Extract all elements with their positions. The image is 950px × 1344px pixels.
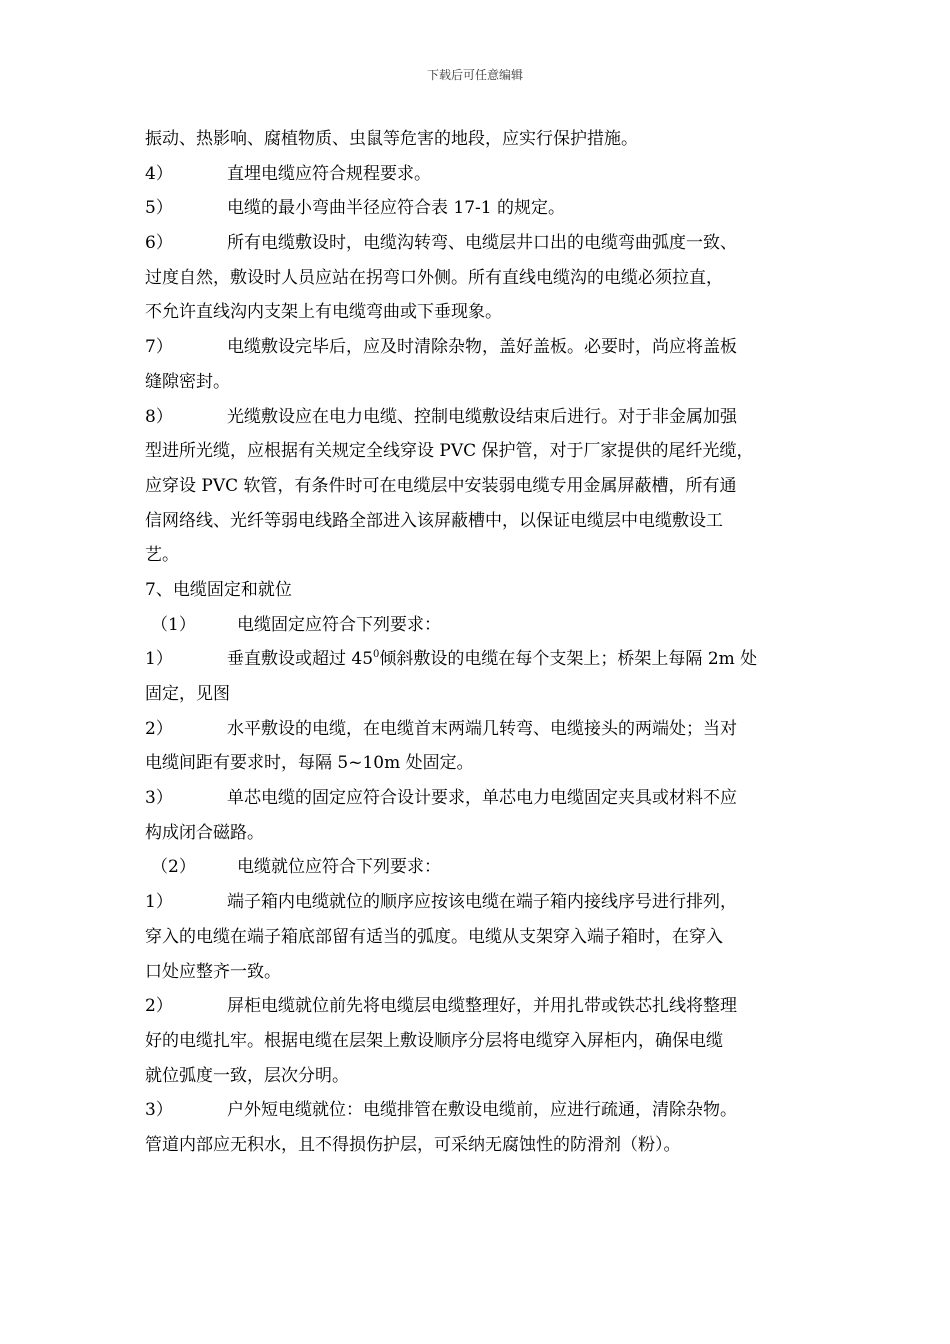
line-text: 振动、热影响、腐植物质、虫鼠等危害的地段，应实行保护措施。: [145, 129, 638, 149]
item-number: 4）: [145, 163, 173, 184]
item-number: 6）: [145, 233, 173, 254]
line-text: 光缆敷设应在电力电缆、控制电缆敷设结束后进行。对于非金属加强: [227, 406, 737, 427]
list-item: [145, 226, 810, 261]
item-number: （1）: [151, 614, 196, 635]
line-text: 艺。: [145, 545, 179, 566]
list-item: [145, 157, 810, 192]
line-text: 应穿设 PVC 软管，有条件时可在电缆层中安装弱电缆专用金属屏蔽槽，所有通: [145, 475, 737, 496]
list-item: [145, 191, 810, 226]
text-line: [145, 122, 810, 157]
line-text: 直埋电缆应符合规程要求。: [227, 163, 431, 184]
line-text: 电缆固定应符合下列要求：: [237, 614, 441, 635]
line-text: 就位弧度一致，层次分明。: [145, 1065, 349, 1086]
subsection-heading: [145, 608, 810, 643]
text-line: [145, 1059, 810, 1094]
line-text: 屏柜电缆就位前先将电缆层电缆整理好，并用扎带或铁芯扎线将整理: [227, 996, 737, 1017]
degree-superscript: 0: [373, 649, 380, 661]
line-text: 电缆的最小弯曲半径应符合表 17-1 的规定。: [227, 198, 565, 219]
line-text: 端子箱内电缆就位的顺序应按该电缆在端子箱内接线序号进行排列，: [227, 892, 737, 913]
list-item: [145, 330, 810, 365]
item-number: 2）: [145, 718, 173, 739]
line-text: 型进所光缆，应根据有关规定全线穿设 PVC 保护管，对于厂家提供的尾纤光缆，: [145, 441, 754, 462]
line-text: 电缆就位应符合下列要求：: [237, 857, 441, 878]
list-item: [145, 712, 810, 747]
line-text: 过度自然，敷设时人员应站在拐弯口外侧。所有直线电缆沟的电缆必须拉直，: [145, 267, 723, 288]
line-text: 所有电缆敷设时，电缆沟转弯、电缆层井口出的电缆弯曲弧度一致、: [227, 233, 737, 254]
list-item: [145, 1093, 810, 1128]
text-line: [145, 816, 810, 851]
line-text: 不允许直线沟内支架上有电缆弯曲或下垂现象。: [145, 302, 502, 323]
line-text: 缝隙密封。: [145, 371, 230, 392]
page-header: 下载后可任意编辑: [426, 68, 523, 82]
text-line: [145, 504, 810, 539]
text-line: [145, 746, 810, 781]
list-item: [145, 642, 810, 677]
item-number: 8）: [145, 406, 173, 427]
list-item: [145, 885, 810, 920]
line-text: 构成闭合磁路。: [145, 822, 264, 843]
text-line: [145, 955, 810, 990]
item-number: 5）: [145, 198, 173, 219]
line-text: 7、电缆固定和就位: [145, 579, 292, 600]
line-text: 管道内部应无积水，且不得损伤护层，可采纳无腐蚀性的防滑剂（粉）。: [145, 1134, 681, 1155]
text-line: [145, 1128, 810, 1163]
document-body: [145, 122, 810, 1163]
line-text: 固定，见图: [145, 684, 230, 704]
line-text: 穿入的电缆在端子箱底部留有适当的弧度。电缆从支架穿入端子箱时，在穿入: [145, 926, 723, 947]
item-number: 1）: [145, 892, 173, 913]
text-line: [145, 434, 810, 469]
line-text: 单芯电缆的固定应符合设计要求，单芯电力电缆固定夹具或材料不应: [227, 788, 737, 809]
line-text: 电缆间距有要求时，每隔 5~10m 处固定。: [145, 753, 474, 774]
line-text: 水平敷设的电缆，在电缆首末两端几转弯、电缆接头的两端处；当对: [227, 718, 737, 739]
text-line: [145, 261, 810, 296]
text-line: [145, 295, 810, 330]
line-text: 倾斜敷设的电缆在每个支架上；桥架上每隔 2m 处: [379, 649, 758, 670]
text-line: [145, 1024, 810, 1059]
subsection-heading: [145, 850, 810, 885]
list-item: [145, 781, 810, 816]
line-text: 电缆敷设完毕后，应及时清除杂物，盖好盖板。必要时，尚应将盖板: [227, 337, 737, 358]
line-text: 好的电缆扎牢。根据电缆在层架上敷设顺序分层将电缆穿入屏柜内，确保电缆: [145, 1030, 723, 1051]
item-number: 2）: [145, 996, 173, 1017]
text-line: [145, 920, 810, 955]
item-number: 3）: [145, 788, 173, 809]
text-line: [145, 469, 810, 504]
item-number: 1）: [145, 649, 173, 670]
item-number: 3）: [145, 1100, 173, 1121]
text-line: [145, 365, 810, 400]
section-heading: [145, 573, 810, 608]
item-number: （2）: [151, 857, 196, 878]
line-text: 垂直敷设或超过 45: [227, 649, 374, 670]
text-line: [145, 538, 810, 573]
line-text: 信网络线、光纤等弱电线路全部进入该屏蔽槽中，以保证电缆层中电缆敷设工: [145, 510, 723, 531]
line-text: 户外短电缆就位：电缆排管在敷设电缆前，应进行疏通，清除杂物。: [227, 1100, 737, 1121]
list-item: [145, 989, 810, 1024]
list-item: [145, 400, 810, 435]
text-line: [145, 677, 810, 712]
line-text: 口处应整齐一致。: [145, 961, 281, 982]
item-number: 7）: [145, 337, 173, 358]
